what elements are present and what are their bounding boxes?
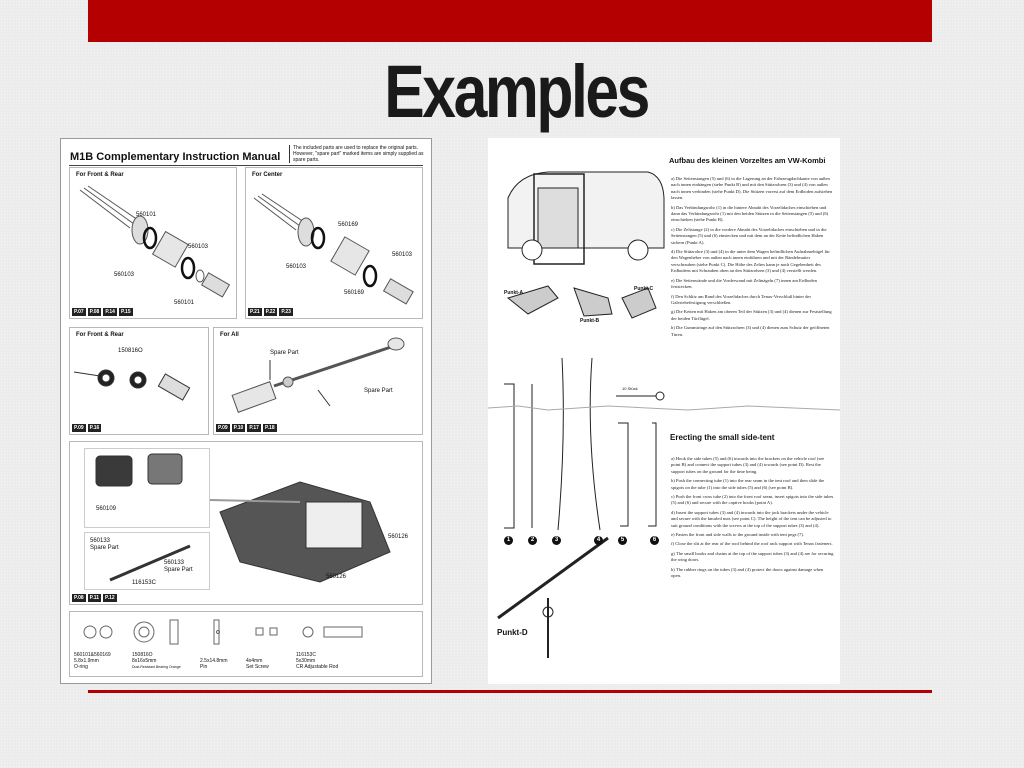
instruction-paragraph: h) The rubber rings on the tubes (3) and (4) protect the doors against damage when open. <box>671 566 824 579</box>
instruction-paragraph: a) Hook the side tubes (5) and (6) inwards into the brackets on the vehicle roof (see point B) and connect the support tubes (3) and (4) towards (see point D). Rest the support tubes on the ground for the time being. <box>671 456 825 474</box>
box-heading: For All <box>220 332 239 338</box>
instruction-paragraph: b) Push the connecting tube (1) into the rear seam in the tent roof and then slide the spigots on the tube (1) into the side tubes (5) and (6) (see point B). <box>671 478 825 490</box>
page-tag: P.15 <box>120 309 131 315</box>
page-tag: P.16 <box>89 425 100 431</box>
instruction-paragraph: e) Fasten the front and side walls to the ground inside with tent pegs (7). <box>671 532 805 538</box>
pole-number: 5 <box>618 536 627 545</box>
part-size: 8x16x5mm <box>132 658 157 664</box>
manual-note: The included parts are used to replace the original parts. However, "spare part" marked items are simply supplied as spare parts. <box>289 145 426 163</box>
suspension-diagram <box>70 442 424 606</box>
part-label: 560101 <box>174 300 195 306</box>
center-axle-diagram <box>246 168 424 320</box>
part-size: 2.5x14.8mm <box>200 658 228 664</box>
instruction-paragraph: g) Die Ketten mit Haken am oberen Teil der Stützen (3) und (4) dienen zur Feststellung der beiden Türflügel. <box>671 309 832 321</box>
german-title: Aufbau des kleinen Vorzeltes am VW-Kombi <box>669 156 826 165</box>
part-label: 560103 <box>188 244 209 250</box>
pole-number: 4 <box>594 536 603 545</box>
pole-number: 1 <box>504 536 513 545</box>
part-label: 560103 <box>114 272 135 278</box>
instruction-paragraph: d) Insert the support tubes (3) and (4) inwards into the jack brackets under the vehicle and secure with the knurled nuts (see point C). The height of the tent can be adjusted to suit ground conditions with the screws at the top of the support tubes (3) and (4). <box>671 509 832 528</box>
page-tag: P.08 <box>74 595 84 601</box>
part-label: 560169 <box>344 290 365 296</box>
bottom-accent-line <box>88 690 932 693</box>
part-label: 560101 <box>136 212 157 218</box>
instruction-paragraph: d) Die Stützrohre (3) und (4) in die unter dem Wagen befindlichen Aufnahmebügel für den Wagenheber von außen nach innen einführen und mit der Rändelmutter verschrauben (siehe Punkt C). Die Höhe des Zeltes kann je nach Gegebenheit des Erdbodens mit Schrauben oben an den Stützrohren (3) und (4) verstellt werden. <box>671 249 830 274</box>
page-tag: P.12 <box>105 595 115 601</box>
instruction-paragraph: f) Close the slit at the rear of the roof behind the roof rack support with Tenax fasteners. <box>671 541 833 547</box>
vw-tent-instructions-image <box>488 138 840 684</box>
part-label: 560109 <box>96 506 117 512</box>
box-heading: For Front & Rear <box>76 172 124 178</box>
part-size: 4x4mm <box>246 658 263 664</box>
box-heading: For Front & Rear <box>76 332 124 338</box>
parts-list <box>69 611 423 677</box>
page-tag: P.17 <box>249 425 259 431</box>
part-name: O-ring <box>74 664 88 670</box>
instruction-paragraph: c) Die Zeltstange (2) in die vordere Abnaht des Vorzeltdaches einschieben und in die Seitenstangen (5) und (6) einstecken und mit dem an der Kette befindlichen Haken sichern (Punkt A). <box>671 226 827 245</box>
instruction-paragraph: g) The small hooks and chains at the top of the support tubes (3) and (4) are for securing the wing doors. <box>671 550 834 563</box>
part-spec <box>74 652 111 670</box>
part-label: 560103 <box>392 252 413 258</box>
part-name: Pin <box>200 664 208 670</box>
part-size: 5x30mm <box>296 658 316 664</box>
instruction-manual-image <box>60 138 432 684</box>
part-label: Spare Part <box>90 545 119 551</box>
instruction-paragraph: b) Das Verbindungsrohr (1) in die hintere Abnaht des Vorzeltdaches einschieben und dann das Verbindungsrohr (1) mit den beiden Stützen in die Seitenstangen (5) und (6) einschieben (siehe Punkt B). <box>671 204 829 223</box>
part-code: 150816O <box>132 652 153 658</box>
axle-exploded-diagram <box>70 168 238 320</box>
peg-label: 10 Stück <box>622 386 638 391</box>
part-spec <box>200 658 228 670</box>
punkt-a-label: Punkt-A <box>504 290 524 296</box>
part-label: 116153C <box>132 580 156 586</box>
instruction-paragraph: a) Die Seitenstangen (5) und (6) in die Lagerung an der Fahrzeugdachkante von außen nach innen einhängen (siehe Punkt B) und mit den Stützrohren (3) und (4) von außen nach innen verbinden (siehe Punkt D). Die Stützen vorerst auf dem Erdboden aufstehen lassen. <box>671 176 833 201</box>
page-tag: P.10 <box>233 425 244 431</box>
part-label: 560169 <box>338 222 359 228</box>
page-tag: P.11 <box>89 595 100 601</box>
part-name: Dust-Resistant Bearing Orange <box>132 665 181 669</box>
manual-divider <box>69 165 423 166</box>
part-spec <box>246 658 269 670</box>
page-tag: P.23 <box>281 309 291 315</box>
part-spec <box>132 652 181 670</box>
pole-number: 3 <box>552 536 561 545</box>
part-label: Spare Part <box>164 567 193 573</box>
part-label: 560133 <box>90 538 111 544</box>
driveshaft-diagram <box>214 328 424 436</box>
part-label: Spare Part <box>270 350 299 356</box>
page-tags <box>72 424 101 432</box>
part-label: 150816O <box>118 348 143 354</box>
part-name: Set Screw <box>246 664 269 670</box>
page-tags <box>72 308 133 316</box>
part-label: 560103 <box>286 264 307 270</box>
page-tags <box>248 308 293 316</box>
box-front-rear-2 <box>69 327 209 435</box>
box-front-rear-1 <box>69 167 237 319</box>
manual-title: M1B Complementary Instruction Manual <box>70 151 281 163</box>
english-instructions <box>671 456 834 583</box>
slide-title: Examples <box>384 50 648 133</box>
page-tag: P.09 <box>74 425 84 431</box>
page-tag: P.18 <box>264 425 275 431</box>
part-size: 5.8x1.9mm <box>74 658 99 664</box>
part-label: 560126 <box>326 574 347 580</box>
part-name: CR Adjustable Rod <box>296 664 339 670</box>
punkt-d-label: Punkt-D <box>497 628 528 637</box>
pole-number: 2 <box>528 536 537 545</box>
instruction-paragraph: f) Den Schlitz am Rand des Vorzeltdaches durch Tenax-Verschluß hinter der Galeriebefestigung verschließen. <box>671 293 811 305</box>
page-tag: P.21 <box>250 309 260 315</box>
part-code: 560101&560169 <box>74 652 111 658</box>
instruction-paragraph: h) Die Gummiringe auf den Stützrohren (3) und (4) dienen zum Schutz der geöffneten Türen. <box>671 325 830 337</box>
punkt-b-label: Punkt-B <box>580 318 600 324</box>
german-instructions <box>671 176 834 341</box>
bearing-diagram <box>70 328 210 436</box>
page-tag: P.22 <box>265 309 276 315</box>
box-for-all <box>213 327 423 435</box>
part-label: Spare Part <box>364 388 393 394</box>
page-tag: P.09 <box>218 425 228 431</box>
top-accent-bar <box>88 0 932 42</box>
box-suspension <box>69 441 423 605</box>
page-tag: P.14 <box>105 309 115 315</box>
english-title: Erecting the small side-tent <box>670 433 775 442</box>
punkt-c-label: Punkt-C <box>634 286 654 292</box>
part-label: 560126 <box>388 534 409 540</box>
box-heading: For Center <box>252 172 283 178</box>
part-label: 560133 <box>164 560 185 566</box>
instruction-paragraph: e) Die Seitenwände und die Vorderwand mit Zeltnägeln (7) innen am Erdboden feststecken. <box>671 277 817 290</box>
box-center <box>245 167 423 319</box>
pole-number: 6 <box>650 536 659 545</box>
page-tags <box>216 424 277 432</box>
page-tag: P.07 <box>74 309 84 315</box>
page-tags <box>72 594 117 602</box>
part-code: 116153C <box>296 652 316 658</box>
part-spec <box>296 652 338 670</box>
page-tag: P.08 <box>89 309 100 315</box>
instruction-paragraph: c) Push the front cross tube (2) into the front roof seam, insert spigots into the side tubes (5) and (6) and secure with the captive hooks (point A). <box>671 494 834 506</box>
